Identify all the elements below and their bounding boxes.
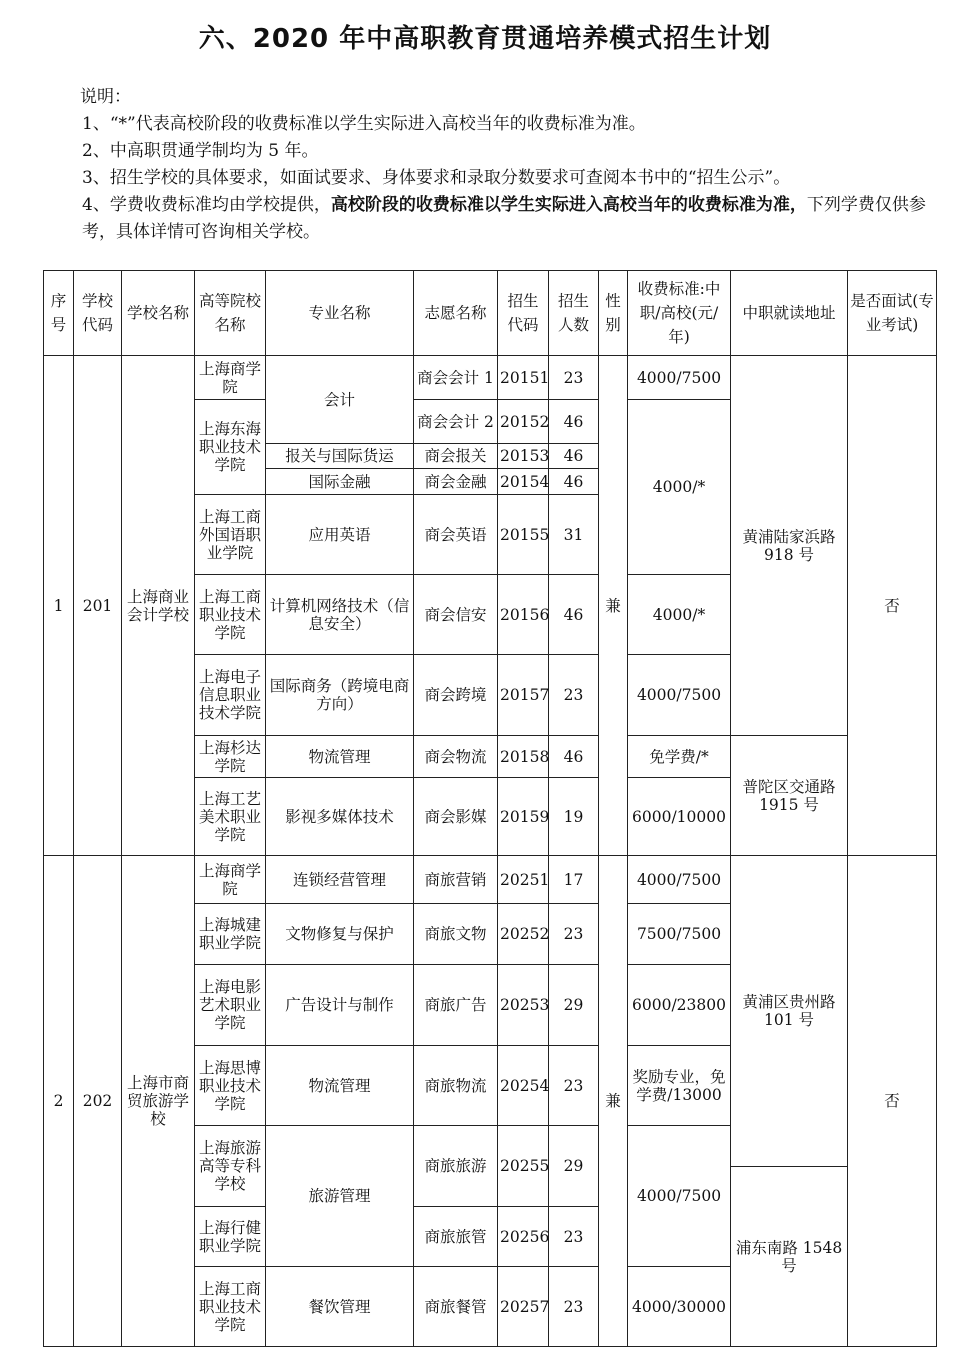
- cell-wish: 商旅旅游: [414, 1126, 498, 1207]
- cell-wish: 商会跨境: [414, 655, 498, 736]
- cell-college: 上海杉达学院: [195, 736, 266, 778]
- enrollment-table: [43, 270, 937, 1347]
- header-college: 高等院校名称: [195, 271, 266, 356]
- cell-wish: 商旅物流: [414, 1046, 498, 1126]
- cell-fee: 4000/7500: [628, 856, 731, 904]
- cell-code: 20255: [498, 1126, 549, 1207]
- note-4: [50, 192, 950, 246]
- cell-college: 上海商学院: [195, 856, 266, 904]
- cell-code: 20257: [498, 1267, 549, 1347]
- cell-major: 报关与国际货运: [266, 444, 414, 469]
- note-3: 3、招生学校的具体要求，如面试要求、身体要求和录取分数要求可查阅本书中的“招生公示”。: [82, 168, 791, 188]
- note-2: 2、中高职贯通学制均为 5 年。: [82, 141, 319, 161]
- cell-code: 20151: [498, 356, 549, 400]
- cell-code: 20256: [498, 1207, 549, 1267]
- header-interview: 是否面试(专业考试): [848, 271, 937, 356]
- cell-wish: 商会会计 2: [414, 400, 498, 444]
- notes-label: 说明：: [80, 87, 131, 107]
- cell-wish: 商会影媒: [414, 778, 498, 856]
- header-address: 中职就读地址: [731, 271, 848, 356]
- cell-college: 上海城建职业学院: [195, 904, 266, 965]
- header-school-code: 学校代码: [74, 271, 122, 356]
- cell-major: 文物修复与保护: [266, 904, 414, 965]
- cell-fee: 4000/*: [628, 400, 731, 575]
- note-4-bold: 高校阶段的收费标准以学生实际进入高校当年的收费标准为准，: [330, 195, 807, 215]
- cell-school-code: 202: [74, 856, 122, 1347]
- header-gender: 性别: [599, 271, 628, 356]
- cell-college: 上海工商外国语职业学院: [195, 495, 266, 575]
- cell-college: 上海商学院: [195, 356, 266, 400]
- cell-fee: 4000/7500: [628, 1126, 731, 1267]
- cell-seq: 1: [44, 356, 74, 856]
- cell-college: 上海电子信息职业技术学院: [195, 655, 266, 736]
- cell-fee: 6000/10000: [628, 778, 731, 856]
- notes: [50, 84, 950, 246]
- cell-code: 20159: [498, 778, 549, 856]
- cell-count: 17: [549, 856, 599, 904]
- cell-major: 物流管理: [266, 736, 414, 778]
- cell-interview: 否: [848, 856, 937, 1347]
- cell-fee: 免学费/*: [628, 736, 731, 778]
- cell-gender: 兼: [599, 356, 628, 856]
- cell-code: 20154: [498, 469, 549, 495]
- cell-count: 31: [549, 495, 599, 575]
- cell-count: 23: [549, 655, 599, 736]
- cell-wish: 商旅营销: [414, 856, 498, 904]
- cell-fee: 4000/7500: [628, 655, 731, 736]
- cell-wish: 商旅旅管: [414, 1207, 498, 1267]
- cell-count: 29: [549, 965, 599, 1046]
- header-count: 招生人数: [549, 271, 599, 356]
- cell-wish: 商会物流: [414, 736, 498, 778]
- cell-count: 46: [549, 444, 599, 469]
- cell-count: 23: [549, 356, 599, 400]
- header-seq: 序号: [44, 271, 74, 356]
- cell-major: 物流管理: [266, 1046, 414, 1126]
- cell-wish: 商会英语: [414, 495, 498, 575]
- cell-count: 23: [549, 1267, 599, 1347]
- cell-college: 上海思博职业技术学院: [195, 1046, 266, 1126]
- cell-count: 23: [549, 1046, 599, 1126]
- cell-interview: 否: [848, 356, 937, 856]
- cell-major: 连锁经营管理: [266, 856, 414, 904]
- cell-college: 上海旅游高等专科学校: [195, 1126, 266, 1207]
- cell-count: 46: [549, 736, 599, 778]
- cell-address: 浦东南路 1548 号: [731, 1167, 848, 1347]
- cell-code: 20158: [498, 736, 549, 778]
- cell-school-code: 201: [74, 356, 122, 856]
- cell-count: 23: [549, 1207, 599, 1267]
- cell-code: 20254: [498, 1046, 549, 1126]
- cell-wish: 商会信安: [414, 575, 498, 655]
- cell-code: 20153: [498, 444, 549, 469]
- note-4-a: 4、学费收费标准均由学校提供，: [82, 195, 331, 215]
- cell-seq: 2: [44, 856, 74, 1347]
- cell-wish: 商会报关: [414, 444, 498, 469]
- header-enroll-code: 招生代码: [498, 271, 549, 356]
- cell-college: 上海行健职业学院: [195, 1207, 266, 1267]
- cell-address: 黄浦陆家浜路 918 号: [731, 356, 848, 736]
- cell-major: 广告设计与制作: [266, 965, 414, 1046]
- cell-code: 20156: [498, 575, 549, 655]
- cell-fee: 4000/7500: [628, 356, 731, 400]
- cell-major: 应用英语: [266, 495, 414, 575]
- cell-major: 旅游管理: [266, 1126, 414, 1267]
- cell-address: 黄浦区贵州路 101 号: [731, 856, 848, 1167]
- cell-college: 上海工商职业技术学院: [195, 1267, 266, 1347]
- cell-count: 46: [549, 575, 599, 655]
- page-title: 六、2020 年中高职教育贯通培养模式招生计划: [198, 24, 772, 54]
- cell-college: 上海工商职业技术学院: [195, 575, 266, 655]
- cell-fee: 6000/23800: [628, 965, 731, 1046]
- note-4-c: 下列学费仅供参考，具体详情可咨询相关学校。: [82, 195, 926, 242]
- header-school-name: 学校名称: [122, 271, 195, 356]
- cell-address: 普陀区交通路 1915 号: [731, 736, 848, 856]
- table-row: [44, 356, 937, 400]
- cell-code: 20253: [498, 965, 549, 1046]
- cell-major: 餐饮管理: [266, 1267, 414, 1347]
- cell-major: 国际金融: [266, 469, 414, 495]
- cell-wish: 商会会计 1: [414, 356, 498, 400]
- cell-school-name: 上海商业会计学校: [122, 356, 195, 856]
- note-1: 1、“*”代表高校阶段的收费标准以学生实际进入高校当年的收费标准为准。: [82, 114, 646, 134]
- cell-code: 20251: [498, 856, 549, 904]
- cell-code: 20157: [498, 655, 549, 736]
- cell-count: 23: [549, 904, 599, 965]
- header-wish: 志愿名称: [414, 271, 498, 356]
- cell-wish: 商旅广告: [414, 965, 498, 1046]
- cell-fee: 奖励专业，免学费/13000: [628, 1046, 731, 1126]
- cell-major: 国际商务（跨境电商方向）: [266, 655, 414, 736]
- cell-school-name: 上海市商贸旅游学校: [122, 856, 195, 1347]
- cell-code: 20155: [498, 495, 549, 575]
- cell-count: 46: [549, 400, 599, 444]
- cell-count: 46: [549, 469, 599, 495]
- cell-wish: 商旅文物: [414, 904, 498, 965]
- cell-fee: 4000/30000: [628, 1267, 731, 1347]
- cell-count: 29: [549, 1126, 599, 1207]
- table-row: [44, 856, 937, 904]
- cell-major: 影视多媒体技术: [266, 778, 414, 856]
- cell-wish: 商旅餐管: [414, 1267, 498, 1347]
- cell-college: 上海电影艺术职业学院: [195, 965, 266, 1046]
- cell-code: 20252: [498, 904, 549, 965]
- cell-wish: 商会金融: [414, 469, 498, 495]
- cell-count: 19: [549, 778, 599, 856]
- cell-fee: 7500/7500: [628, 904, 731, 965]
- header-major: 专业名称: [266, 271, 414, 356]
- table-header-row: [44, 271, 937, 356]
- cell-college: 上海工艺美术职业学院: [195, 778, 266, 856]
- cell-major: 会计: [266, 356, 414, 444]
- cell-fee: 4000/*: [628, 575, 731, 655]
- cell-college: 上海东海职业技术学院: [195, 400, 266, 495]
- cell-gender: 兼: [599, 856, 628, 1347]
- header-fee: 收费标准:中职/高校(元/年): [628, 271, 731, 356]
- cell-code: 20152: [498, 400, 549, 444]
- cell-major: 计算机网络技术（信息安全）: [266, 575, 414, 655]
